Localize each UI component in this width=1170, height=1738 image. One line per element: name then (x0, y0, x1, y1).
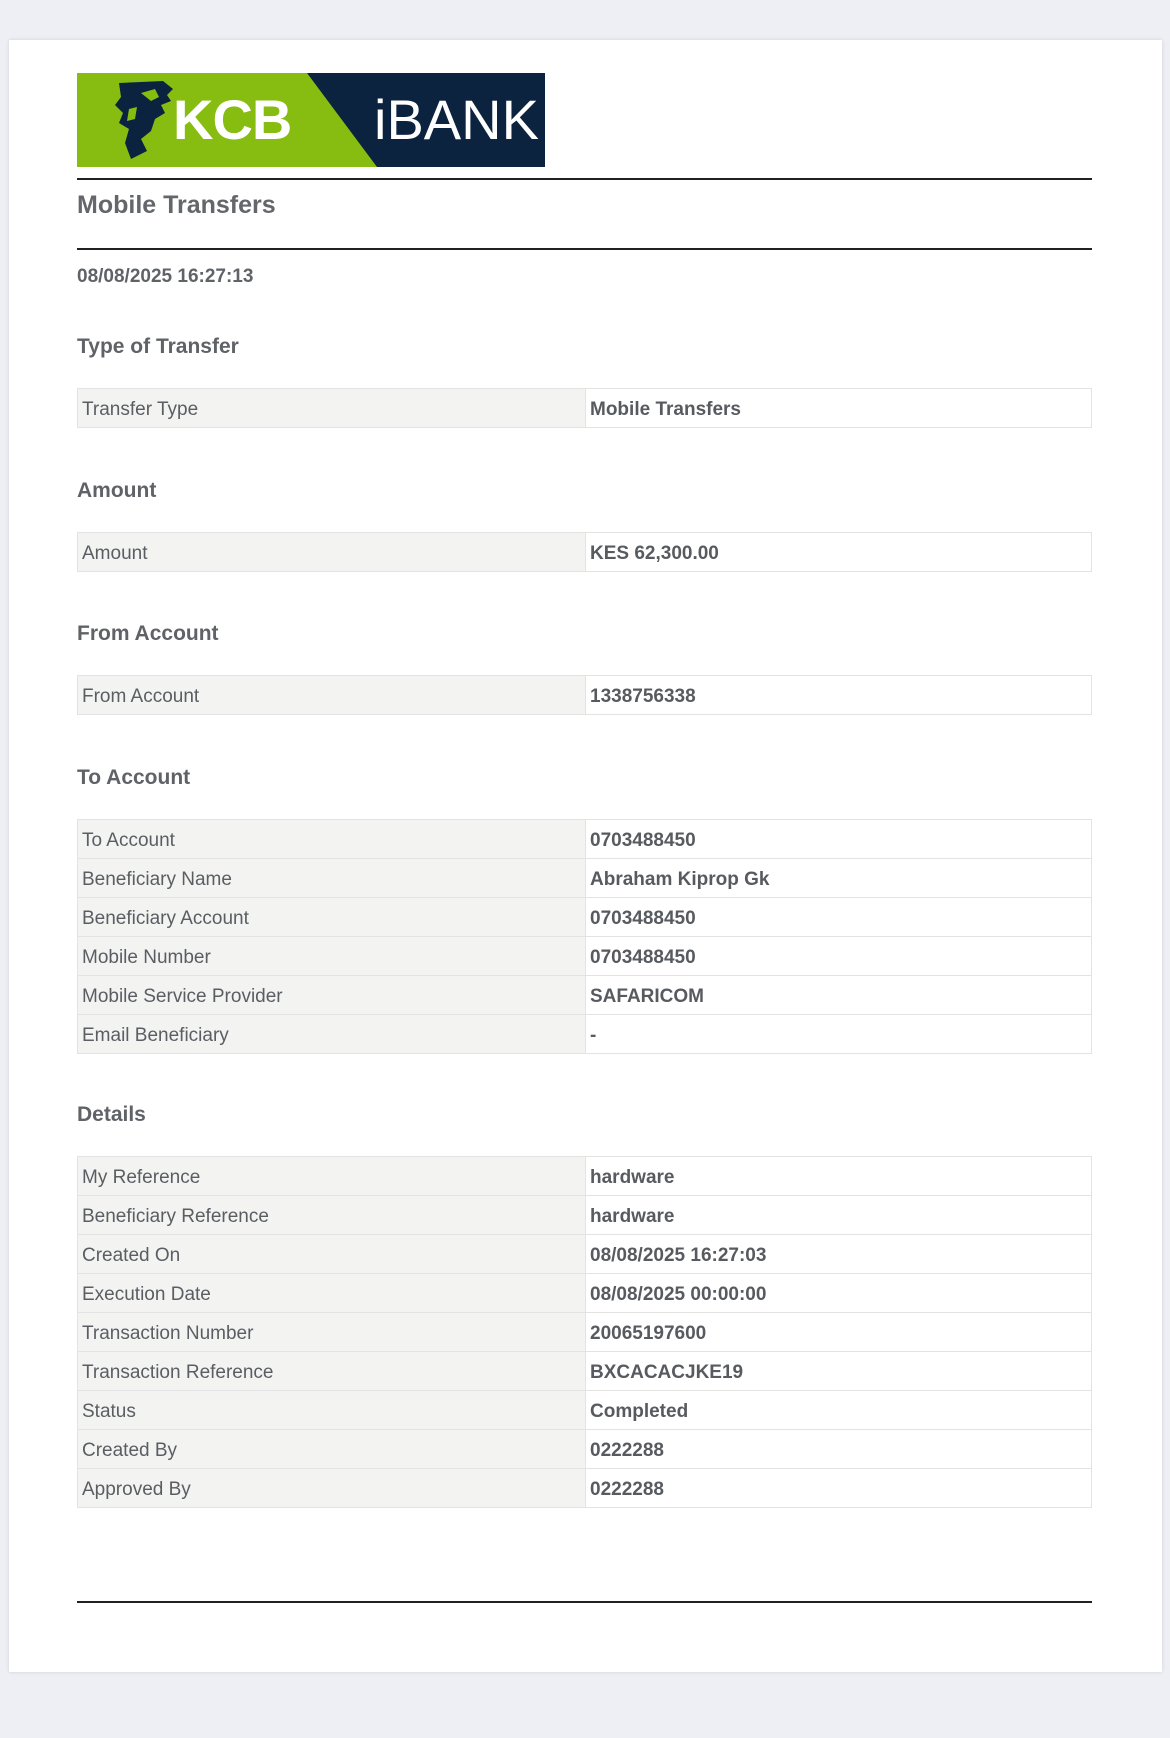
row-value: 0703488450 (586, 937, 1092, 976)
table-row (78, 976, 1092, 1015)
row-label: Created By (78, 1430, 586, 1469)
to-account-table (77, 819, 1092, 1054)
header-top-rule (77, 178, 1092, 180)
row-value: 0703488450 (586, 820, 1092, 859)
table-row (78, 1196, 1092, 1235)
row-value: KES 62,300.00 (586, 533, 1092, 572)
row-value: Abraham Kiprop Gk (586, 859, 1092, 898)
row-value: 08/08/2025 16:27:03 (586, 1235, 1092, 1274)
row-label: Transaction Number (78, 1313, 586, 1352)
row-value: BXCACACJKE19 (586, 1352, 1092, 1391)
table-row (78, 1313, 1092, 1352)
row-value: 0222288 (586, 1430, 1092, 1469)
section-heading-to-account: To Account (77, 766, 191, 789)
row-label: Execution Date (78, 1274, 586, 1313)
row-value: 1338756338 (586, 676, 1092, 715)
table-row (78, 1469, 1092, 1508)
row-label: From Account (78, 676, 586, 715)
section-heading-amount: Amount (77, 479, 157, 502)
row-label: Transaction Reference (78, 1352, 586, 1391)
table-row (78, 533, 1092, 572)
footer-rule (77, 1601, 1092, 1603)
row-label: Beneficiary Account (78, 898, 586, 937)
row-value: hardware (586, 1157, 1092, 1196)
row-label: Created On (78, 1235, 586, 1274)
row-value: SAFARICOM (586, 976, 1092, 1015)
row-label: Approved By (78, 1469, 586, 1508)
type-of-transfer-table (77, 388, 1092, 428)
lion-icon (111, 79, 177, 161)
row-value: 20065197600 (586, 1313, 1092, 1352)
table-row (78, 1157, 1092, 1196)
row-label: My Reference (78, 1157, 586, 1196)
section-heading-from-account: From Account (77, 622, 219, 645)
kcb-ibank-logo (77, 73, 545, 167)
row-label: Mobile Number (78, 937, 586, 976)
row-value: Mobile Transfers (586, 389, 1092, 428)
row-value: 08/08/2025 00:00:00 (586, 1274, 1092, 1313)
receipt-page (9, 40, 1162, 1672)
header-bottom-rule (77, 248, 1092, 250)
table-row (78, 1235, 1092, 1274)
row-label: Beneficiary Reference (78, 1196, 586, 1235)
logo-ibank-text: iBANK (374, 88, 539, 151)
receipt-timestamp: 08/08/2025 16:27:13 (77, 266, 254, 287)
row-label: Transfer Type (78, 389, 586, 428)
row-label: To Account (78, 820, 586, 859)
row-value: 0703488450 (586, 898, 1092, 937)
table-row (78, 1352, 1092, 1391)
table-row (78, 820, 1092, 859)
details-table (77, 1156, 1092, 1508)
amount-table (77, 532, 1092, 572)
table-row (78, 676, 1092, 715)
page-title: Mobile Transfers (77, 191, 276, 219)
table-row (78, 859, 1092, 898)
table-row (78, 1391, 1092, 1430)
row-value: 0222288 (586, 1469, 1092, 1508)
table-row (78, 1015, 1092, 1054)
table-row (78, 389, 1092, 428)
row-label: Email Beneficiary (78, 1015, 586, 1054)
table-row (78, 937, 1092, 976)
table-row (78, 1274, 1092, 1313)
row-value: - (586, 1015, 1092, 1054)
logo-kcb-text: KCB (173, 88, 292, 151)
from-account-table (77, 675, 1092, 715)
row-value: hardware (586, 1196, 1092, 1235)
section-heading-details: Details (77, 1103, 146, 1126)
row-label: Mobile Service Provider (78, 976, 586, 1015)
row-value: Completed (586, 1391, 1092, 1430)
table-row (78, 1430, 1092, 1469)
row-label: Beneficiary Name (78, 859, 586, 898)
section-heading-type-of-transfer: Type of Transfer (77, 335, 239, 358)
table-row (78, 898, 1092, 937)
row-label: Status (78, 1391, 586, 1430)
row-label: Amount (78, 533, 586, 572)
